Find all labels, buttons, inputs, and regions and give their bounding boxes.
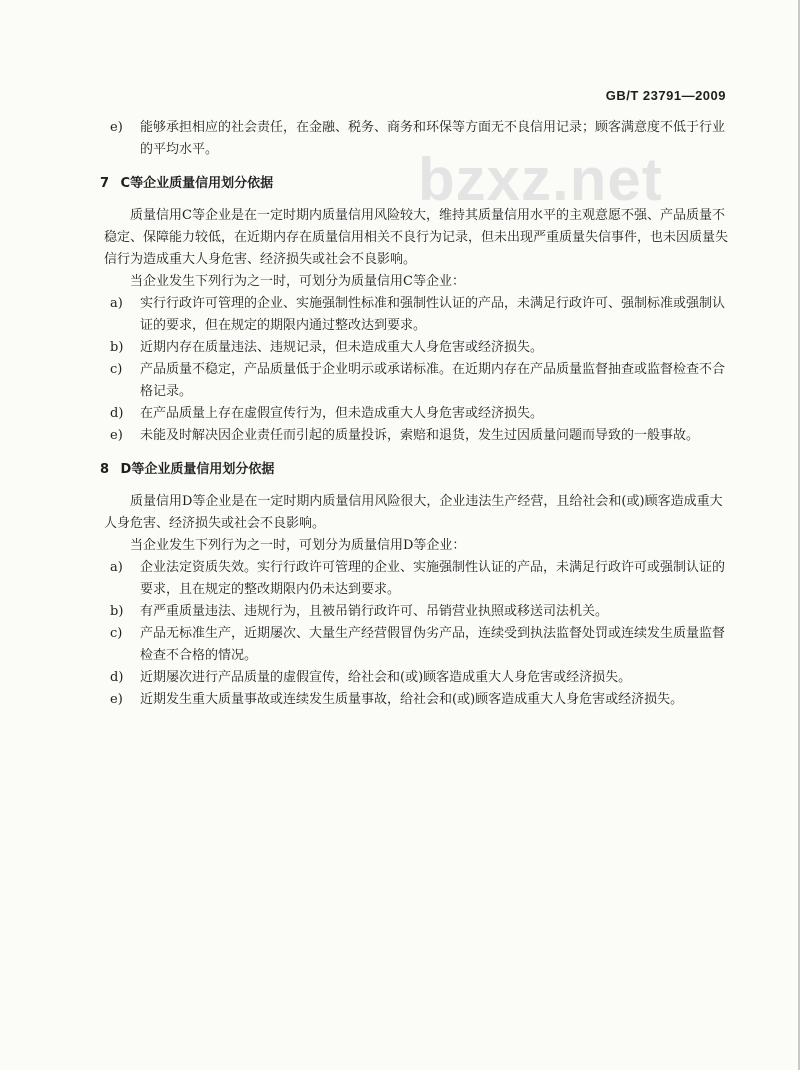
item-text: 能够承担相应的社会责任，在金融、税务、商务和环保等方面无不良信用记录；顾客满意度不低于行业的平均水平。 bbox=[140, 120, 726, 157]
list-item bbox=[104, 293, 730, 337]
item-marker: d) bbox=[110, 406, 124, 421]
item-marker: e) bbox=[110, 120, 123, 135]
standard-code: GB/T 23791—2009 bbox=[605, 88, 726, 103]
section7-list bbox=[104, 293, 730, 447]
document-body bbox=[100, 117, 730, 711]
section-paragraph: 质量信用D等企业是在一定时期内质量信用风险很大，企业违法生产经营，且给社会和(或)顾客造成重大人身危害、经济损失或社会不良影响。 bbox=[104, 494, 723, 531]
list-item bbox=[104, 623, 730, 667]
item-text: 企业法定资质失效。实行行政许可管理的企业、实施强制性认证的产品，未满足行政许可或强制认证的要求，且在规定的整改期限内仍未达到要求。 bbox=[140, 560, 726, 597]
section-number: 7 bbox=[100, 176, 110, 191]
list-item bbox=[104, 359, 730, 403]
section-paragraph: 质量信用C等企业是在一定时期内质量信用风险较大，维持其质量信用水平的主观意愿不强、产品质量不稳定、保障能力较低，在近期内存在质量信用相关不良行为记录，但未出现严重质量失信事件，也未因质量失信行为造成重大人身危害、经济损失或社会不良影响。 bbox=[104, 208, 729, 267]
list-item bbox=[104, 425, 730, 447]
section-heading-8 bbox=[100, 459, 730, 481]
item-text: 近期屡次进行产品质量的虚假宣传，给社会和(或)顾客造成重大人身危害或经济损失。 bbox=[140, 670, 632, 685]
section8-list bbox=[104, 557, 730, 711]
item-marker: b) bbox=[110, 340, 124, 355]
section-intro: 当企业发生下列行为之一时，可划分为质量信用D等企业： bbox=[130, 538, 466, 553]
section-title: C等企业质量信用划分依据 bbox=[120, 176, 274, 191]
item-text: 实行行政许可管理的企业、实施强制性标准和强制性认证的产品，未满足行政许可、强制标准或强制认证的要求，但在规定的期限内通过整改达到要求。 bbox=[140, 296, 726, 333]
item-marker: c) bbox=[110, 626, 123, 641]
item-text: 有严重质量违法、违规行为，且被吊销行政许可、吊销营业执照或移送司法机关。 bbox=[140, 604, 609, 619]
section-number: 8 bbox=[100, 462, 110, 477]
item-marker: b) bbox=[110, 604, 124, 619]
item-marker: a) bbox=[110, 560, 123, 575]
item-marker: d) bbox=[110, 670, 124, 685]
item-text: 近期内存在质量违法、违规记录，但未造成重大人身危害或经济损失。 bbox=[140, 340, 544, 355]
list-item bbox=[104, 601, 730, 623]
list-item bbox=[104, 689, 730, 711]
item-marker: c) bbox=[110, 362, 123, 377]
item-text: 近期发生重大质量事故或连续发生质量事故，给社会和(或)顾客造成重大人身危害或经济损失。 bbox=[140, 692, 684, 707]
item-marker: e) bbox=[110, 692, 123, 707]
list-item bbox=[104, 117, 730, 161]
item-marker: e) bbox=[110, 428, 123, 443]
item-text: 产品质量不稳定，产品质量低于企业明示或承诺标准。在近期内存在产品质量监督抽查或监督检查不合格记录。 bbox=[140, 362, 726, 399]
watermark: bzxz.net bbox=[418, 146, 663, 213]
list-item bbox=[104, 403, 730, 425]
list-item bbox=[104, 557, 730, 601]
list-item bbox=[104, 337, 730, 359]
item-marker: a) bbox=[110, 296, 123, 311]
item-text: 未能及时解决因企业责任而引起的质量投诉，索赔和退货，发生过因质量问题而导致的一般事故。 bbox=[140, 428, 700, 443]
list-item bbox=[104, 667, 730, 689]
section-intro: 当企业发生下列行为之一时，可划分为质量信用C等企业： bbox=[130, 274, 465, 289]
item-text: 在产品质量上存在虚假宣传行为，但未造成重大人身危害或经济损失。 bbox=[140, 406, 544, 421]
section-title: D等企业质量信用划分依据 bbox=[120, 462, 275, 477]
item-text: 产品无标准生产，近期屡次、大量生产经营假冒伪劣产品，连续受到执法监督处罚或连续发生质量监督检查不合格的情况。 bbox=[140, 626, 726, 663]
section-heading-7 bbox=[100, 173, 730, 195]
